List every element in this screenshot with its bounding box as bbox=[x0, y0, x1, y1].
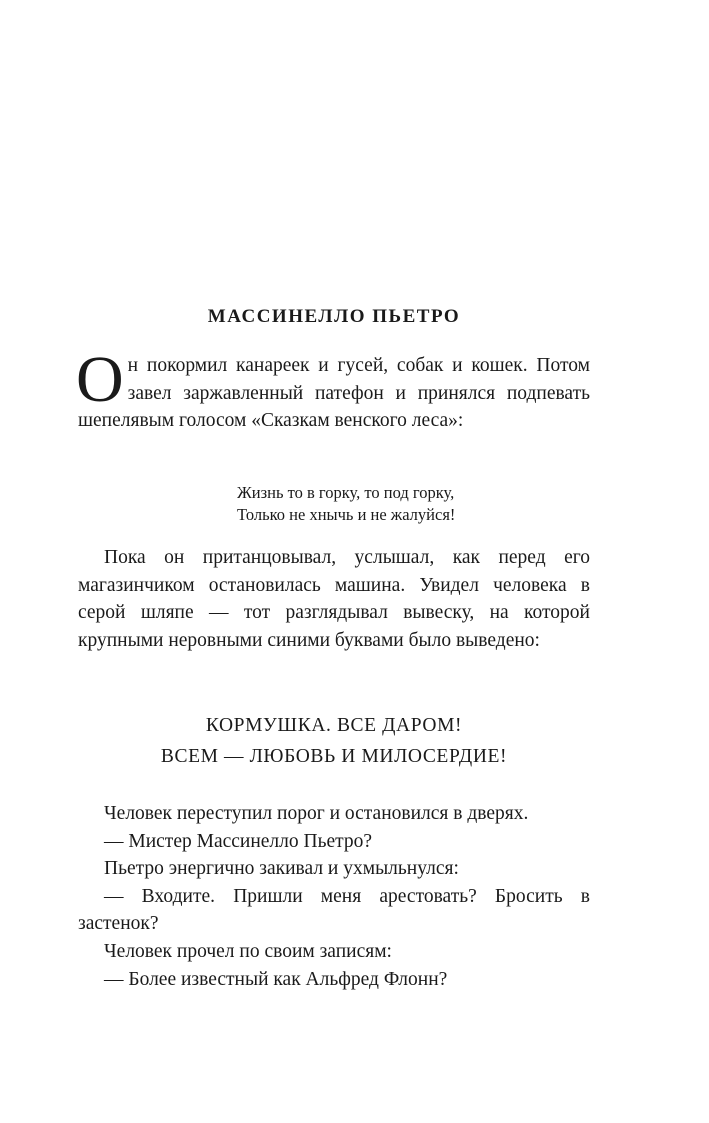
dialog-paragraph: — Мистер Массинелло Пьетро? bbox=[104, 830, 373, 852]
narrative-paragraph: Пока он пританцовывал, услышал, как перед его магазинчиком остановилась машина. Увидел человека в серой шляпе — тот разглядывал вывеску, на которой крупными неровными синими буквами было выведено: bbox=[78, 547, 590, 651]
sign-line: КОРМУШКА. ВСЕ ДАРОМ! bbox=[205, 715, 463, 736]
dialog-paragraph: — Более известный как Альфред Флонн? bbox=[104, 968, 448, 990]
dialog-paragraph: — Входите. Пришли меня арестовать? Бросить в застенок? bbox=[78, 885, 590, 935]
opening-paragraph bbox=[76, 343, 590, 435]
shop-sign-text bbox=[78, 710, 590, 772]
book-page bbox=[78, 0, 590, 1123]
opening-paragraph-text: н покормил канареек и гусей, собак и кошек. Потом завел заржавленный патефон и принялся подпевать шепелявым голосом «Сказкам венского леса»: bbox=[78, 355, 590, 432]
chapter-title: МАССИНЕЛЛО ПЬЕТРО bbox=[207, 306, 461, 327]
dialog-paragraph: Пьетро энергично закивал и ухмыльнулся: bbox=[104, 858, 459, 880]
poem-line: Жизнь то в горку, то под горку, bbox=[237, 483, 455, 502]
sign-line: ВСЕМ — ЛЮБОВЬ И МИЛОСЕРДИЕ! bbox=[160, 746, 508, 767]
poem-line: Только не хнычь и не жалуйся! bbox=[237, 504, 456, 524]
dialog-section bbox=[78, 800, 590, 993]
dialog-paragraph: Человек переступил порог и остановился в дверях. bbox=[104, 803, 529, 824]
drop-cap: О bbox=[76, 343, 124, 416]
dialog-paragraph: Человек прочел по своим записям: bbox=[104, 940, 392, 962]
poem-epigraph bbox=[237, 482, 590, 525]
